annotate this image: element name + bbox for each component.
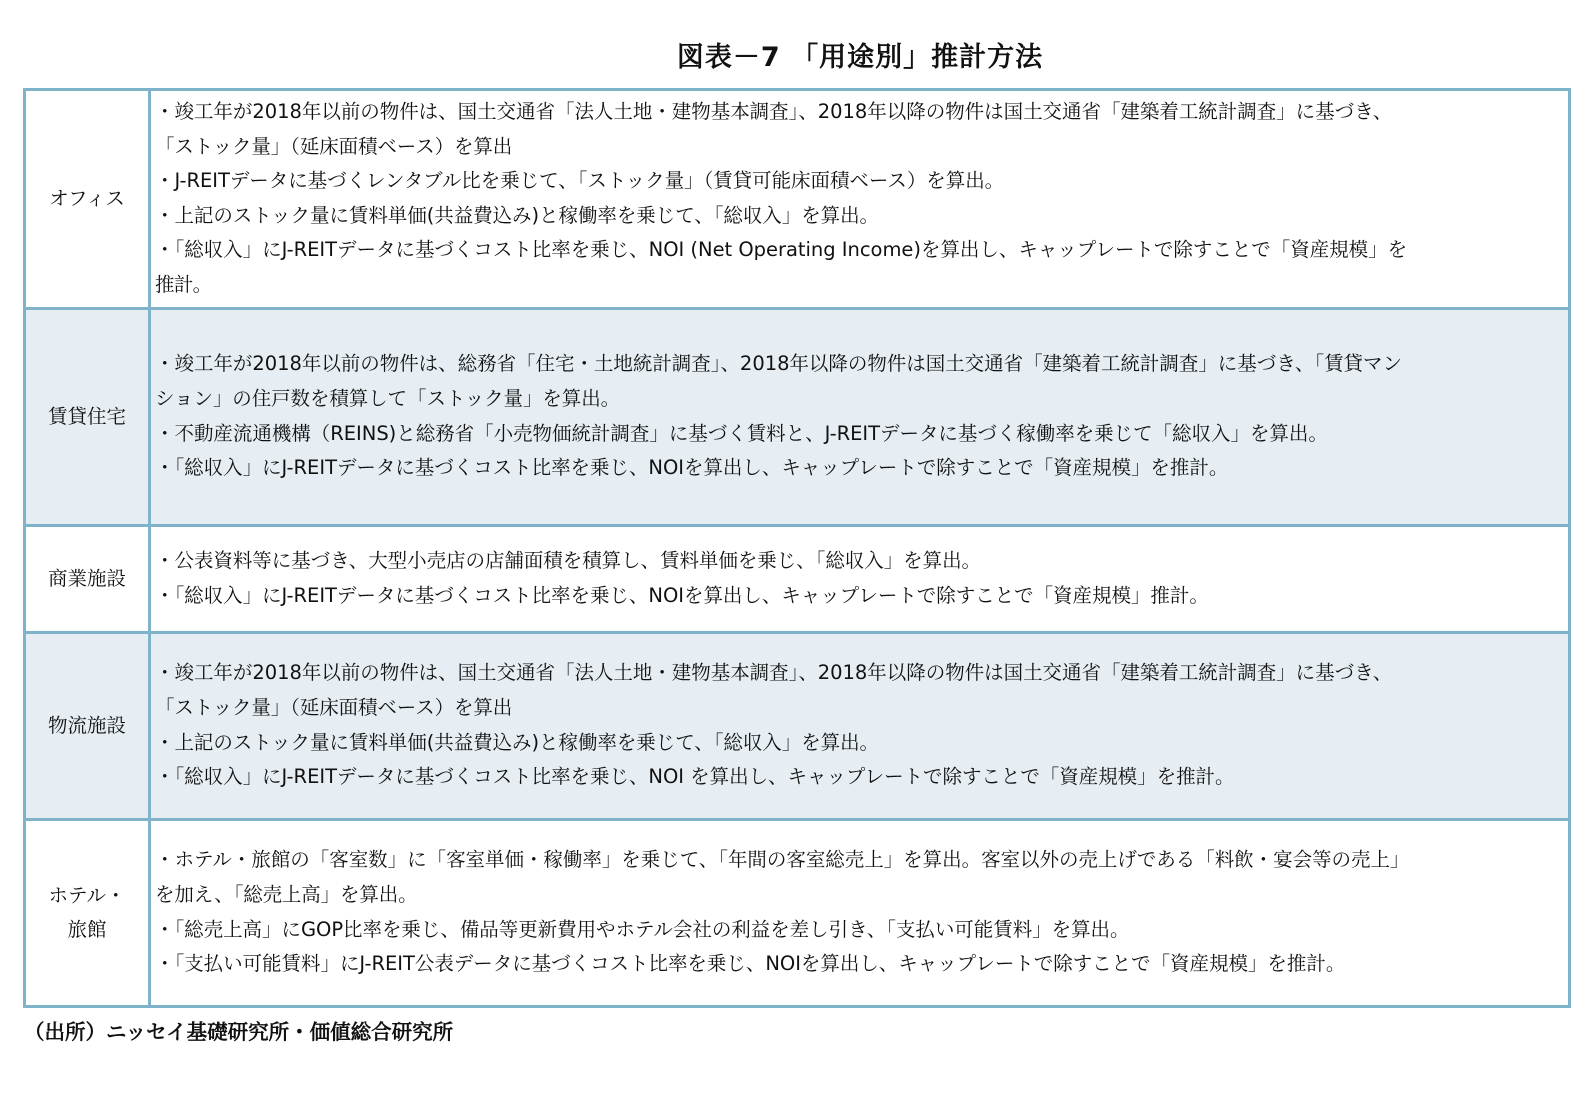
description-cell [150, 632, 1570, 819]
description-cell [150, 308, 1570, 525]
description-line: ・竣工年が2018年以前の物件は、国土交通省「法人土地・建物基本調査」、2018年以降の物件は国土交通省「建築着工統計調査」に基づき、 [155, 661, 1393, 685]
estimation-method-table [23, 88, 1571, 1008]
description-line: を加え、「総売上高」を算出。 [155, 882, 418, 906]
description-cell [150, 90, 1570, 309]
category-label: 物流施設 [47, 713, 126, 737]
description-line: ・「総売上高」にGOP比率を乗じ、備品等更新費用やホテル会社の利益を差し引き、「支払い可能賃料」を算出。 [155, 917, 1130, 941]
source-note: （出所）ニッセイ基礎研究所・価値総合研究所 [24, 1020, 454, 1044]
category-label: 商業施設 [47, 566, 126, 590]
description-line: ・竣工年が2018年以前の物件は、総務省「住宅・土地統計調査」、2018年以降の物件は国土交通省「建築着工統計調査」に基づき、「賃貸マン [155, 352, 1402, 376]
description-line: ・ホテル・旅館の「客室数」に「客室単価・稼働率」を乗じて、「年間の客室総売上」を算出。客室以外の売上げである「料飲・宴会等の売上」 [155, 848, 1410, 872]
category-label: ホテル・ [48, 883, 126, 907]
category-cell [25, 308, 150, 525]
category-label: 賃貸住宅 [47, 404, 126, 428]
description-line: 推計。 [155, 272, 212, 296]
category-label: オフィス [49, 186, 125, 210]
description-line: 「ストック量」（延床面積ベース）を算出 [155, 134, 513, 158]
table-row [25, 308, 1570, 525]
description-line: 「ストック量」（延床面積ベース）を算出 [155, 695, 513, 719]
description-cell [150, 525, 1570, 632]
description-line: ・上記のストック量に賃料単価(共益費込み)と稼働率を乗じて、「総収入」を算出。 [155, 730, 879, 754]
description-line: ・J-REITデータに基づくレンタブル比を乗じて、「ストック量」（賃貸可能床面積ベース）を算出。 [155, 169, 1005, 193]
description-line: ・「総収入」にJ-REITデータに基づくコスト比率を乗じ、NOIを算出し、キャップレートで除すことで「資産規模」を推計。 [155, 456, 1229, 480]
category-label: 旅館 [67, 917, 107, 941]
description-line: ・不動産流通機構（REINS)と総務省「小売物価統計調査」に基づく賃料と、J-REITデータに基づく稼働率を乗じて「総収入」を算出。 [155, 421, 1328, 445]
description-line: ・上記のストック量に賃料単価(共益費込み)と稼働率を乗じて、「総収入」を算出。 [155, 203, 879, 227]
description-cell [150, 819, 1570, 1006]
description-line: ・公表資料等に基づき、大型小売店の店舗面積を積算し、賃料単価を乗じ、「総収入」を算出。 [155, 548, 981, 572]
description-line: ・「総収入」にJ-REITデータに基づくコスト比率を乗じ、NOIを算出し、キャップレートで除すことで「資産規模」推計。 [155, 583, 1209, 607]
table-row [25, 90, 1570, 309]
description-line: ・「総収入」にJ-REITデータに基づくコスト比率を乗じ、NOI を算出し、キャップレートで除すことで「資産規模」を推計。 [155, 765, 1235, 789]
category-cell [25, 90, 150, 309]
description-line: ・「総収入」にJ-REITデータに基づくコスト比率を乗じ、NOI (Net Operating Income)を算出し、キャップレートで除すことで「資産規模」を [155, 238, 1408, 262]
category-cell [25, 632, 150, 819]
table-row [25, 819, 1570, 1006]
table-row [25, 632, 1570, 819]
description-line: ・竣工年が2018年以前の物件は、国土交通省「法人土地・建物基本調査」、2018年以降の物件は国土交通省「建築着工統計調査」に基づき、 [155, 100, 1393, 123]
category-cell [25, 819, 150, 1006]
table-row [25, 525, 1570, 632]
description-line: ・「支払い可能賃料」にJ-REIT公表データに基づくコスト比率を乗じ、NOIを算出し、キャップレートで除すことで「資産規模」を推計。 [155, 952, 1346, 976]
figure-title: 図表－7 「用途別」推計方法 [676, 42, 1044, 73]
category-cell [25, 525, 150, 632]
description-line: ション」の住戸数を積算して「ストック量」を算出。 [155, 386, 621, 410]
